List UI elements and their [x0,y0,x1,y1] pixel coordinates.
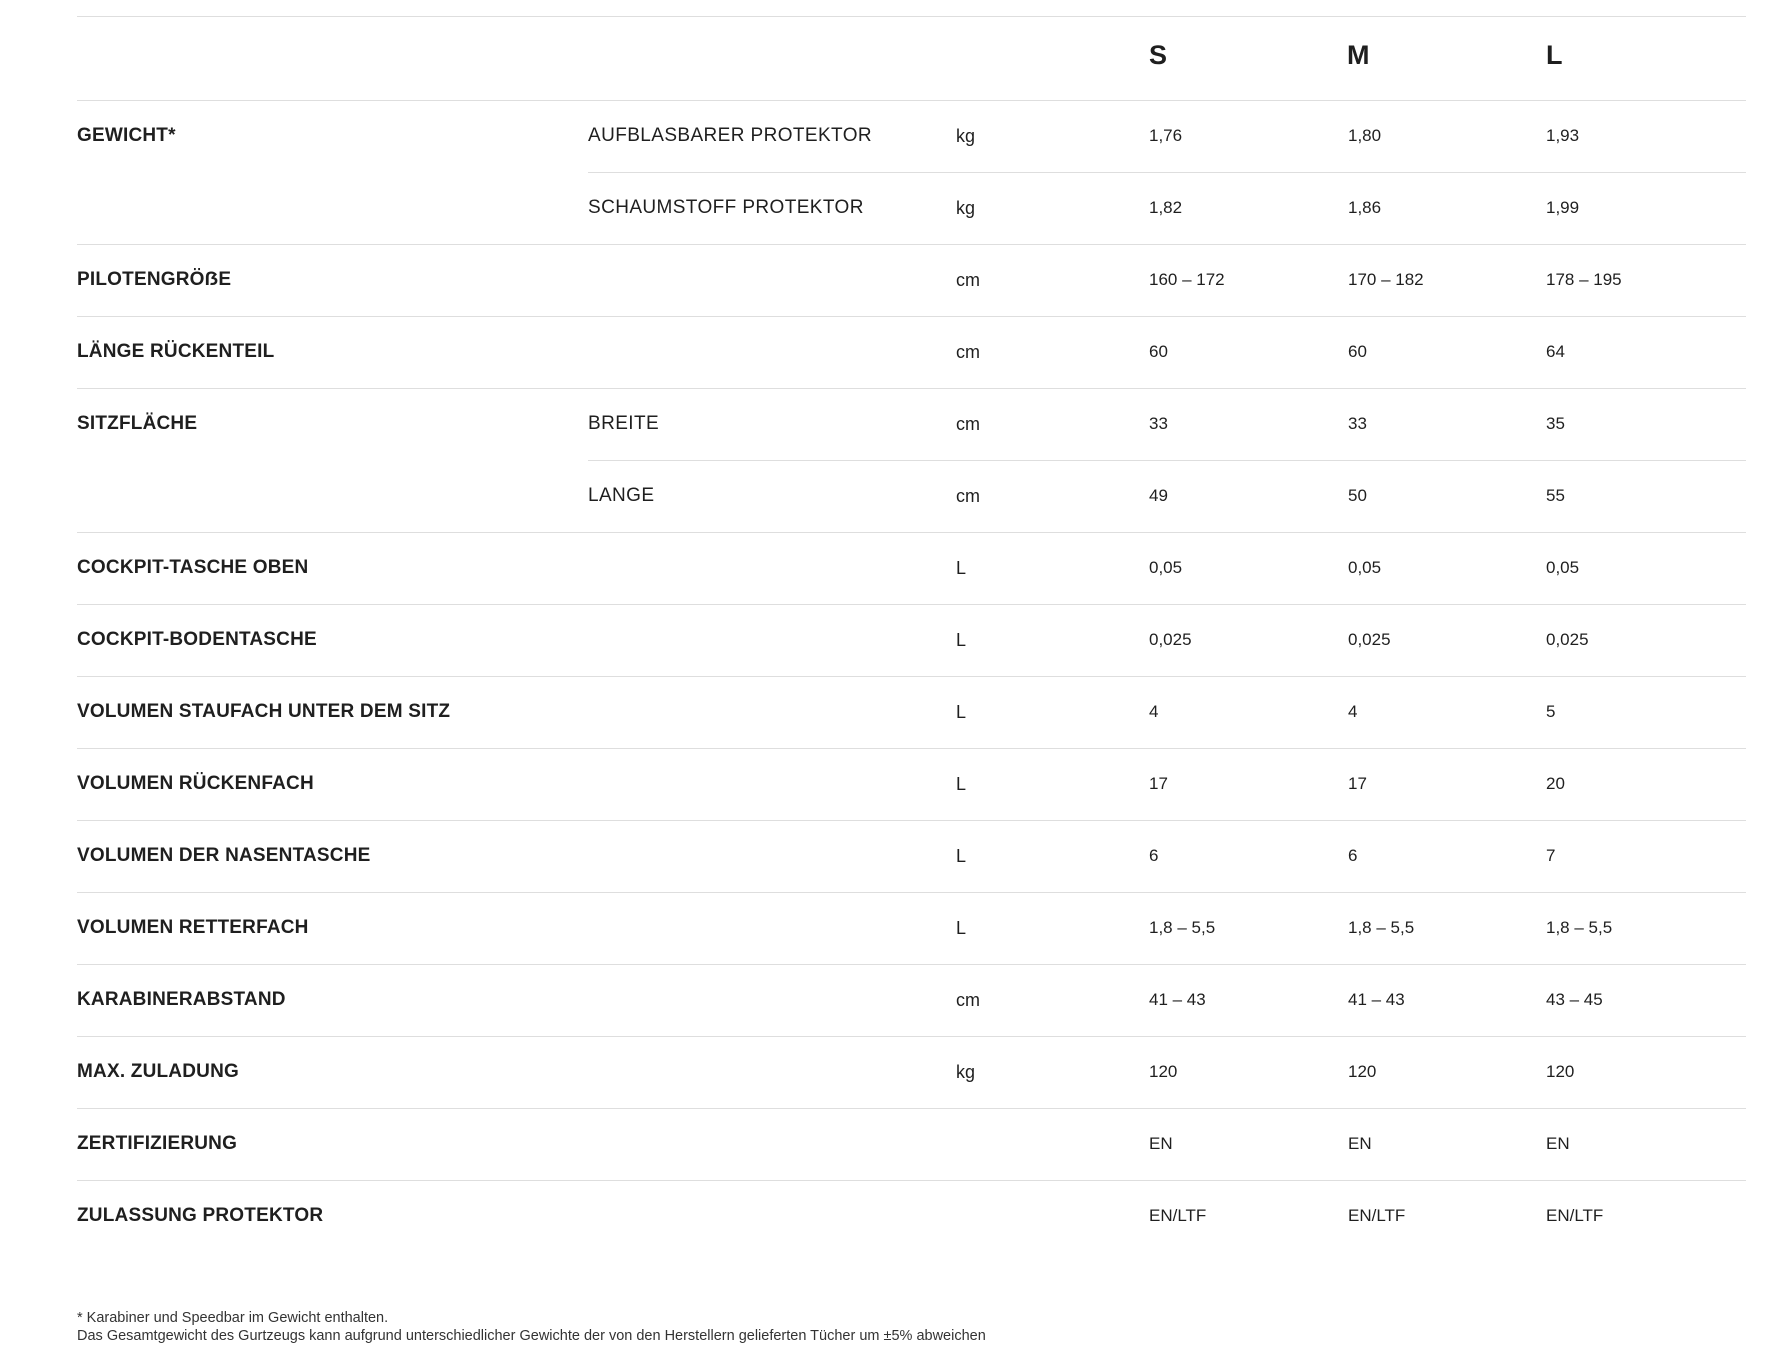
row-label: PILOTENGRÖẞE [77,269,232,290]
value-l: 35 [1546,414,1565,433]
value-m: 60 [1348,342,1367,361]
table-row [77,748,1746,820]
table-row [77,532,1746,604]
row-label: ZULASSUNG PROTEKTOR [77,1205,324,1226]
value-s: EN [1149,1134,1173,1153]
value-m: 4 [1348,702,1358,721]
row-label: COCKPIT-TASCHE OBEN [77,557,309,578]
value-s: 33 [1149,414,1168,433]
table-row [77,388,1746,460]
value-m: 50 [1348,486,1367,505]
row-divider [77,100,1746,101]
value-s: 60 [1149,342,1168,361]
value-m: 6 [1348,846,1358,865]
value-s: 160 – 172 [1149,270,1225,289]
table-row [77,244,1746,316]
table-row [77,316,1746,388]
footnote-line-1: * Karabiner und Speedbar im Gewicht enthalten. [77,1310,389,1326]
row-unit: cm [956,270,980,290]
row-unit: kg [956,198,976,218]
table-row [77,1036,1746,1108]
row-unit: cm [956,990,980,1010]
value-l: 5 [1546,702,1556,721]
row-unit: L [956,702,967,722]
table-row [77,460,1746,532]
row-sublabel: LANGE [588,485,655,506]
table-row [77,100,1746,172]
row-label: SITZFLÄCHE [77,413,198,434]
table-row [77,820,1746,892]
value-s: 41 – 43 [1149,990,1206,1009]
value-s: 120 [1149,1062,1178,1081]
row-label: GEWICHT* [77,125,176,146]
value-l: 0,05 [1546,558,1580,577]
value-m: EN [1348,1134,1372,1153]
value-l: EN [1546,1134,1570,1153]
size-header-l: L [1546,40,1563,70]
row-divider [77,244,1746,245]
table-row [77,964,1746,1036]
value-l: 1,93 [1546,126,1580,145]
row-unit: L [956,918,967,938]
value-s: 1,8 – 5,5 [1149,918,1216,937]
value-m: 1,8 – 5,5 [1348,918,1415,937]
value-l: 7 [1546,846,1556,865]
table-row [77,676,1746,748]
row-label: KARABINERABSTAND [77,989,286,1010]
row-divider [77,316,1746,317]
value-s: 4 [1149,702,1159,721]
row-label: COCKPIT-BODENTASCHE [77,629,317,650]
row-divider [77,748,1746,749]
value-s: 1,76 [1149,126,1183,145]
value-s: 6 [1149,846,1159,865]
row-label: VOLUMEN DER NASENTASCHE [77,845,371,866]
value-m: 1,86 [1348,198,1382,217]
value-m: 1,80 [1348,126,1382,145]
value-m: 170 – 182 [1348,270,1424,289]
value-s: 49 [1149,486,1168,505]
value-m: 0,025 [1348,630,1391,649]
row-label: VOLUMEN STAUFACH UNTER DEM SITZ [77,701,451,722]
row-unit: L [956,558,967,578]
row-unit: kg [956,126,976,146]
table-row [77,1108,1746,1180]
row-unit: kg [956,1062,976,1082]
value-l: 20 [1546,774,1565,793]
row-sublabel: AUFBLASBARER PROTEKTOR [588,125,873,146]
row-unit: cm [956,342,980,362]
value-l: 1,8 – 5,5 [1546,918,1613,937]
row-unit: L [956,774,967,794]
value-m: 0,05 [1348,558,1382,577]
table-header-row [77,16,1746,100]
value-m: 33 [1348,414,1367,433]
row-label: LÄNGE RÜCKENTEIL [77,341,275,362]
row-unit: L [956,630,967,650]
value-l: 178 – 195 [1546,270,1622,289]
row-unit: cm [956,486,980,506]
value-s: 0,05 [1149,558,1183,577]
value-s: EN/LTF [1149,1206,1207,1225]
row-divider [77,1180,1746,1181]
value-m: 17 [1348,774,1367,793]
value-l: 120 [1546,1062,1575,1081]
row-divider [77,1036,1746,1037]
table-row [77,892,1746,964]
value-l: 64 [1546,342,1565,361]
table-row [77,1180,1746,1252]
value-l: EN/LTF [1546,1206,1604,1225]
table-row [77,604,1746,676]
value-s: 1,82 [1149,198,1183,217]
row-divider [77,604,1746,605]
row-sublabel: BREITE [588,413,660,434]
row-divider [77,388,1746,389]
value-l: 43 – 45 [1546,990,1603,1009]
row-divider [77,964,1746,965]
value-s: 0,025 [1149,630,1192,649]
footnote-line-2: Das Gesamtgewicht des Gurtzeugs kann aufgrund unterschiedlicher Gewichte der von den Herstellern gelieferten Tücher um ±5% abweichen [77,1328,986,1344]
footnote [77,1309,986,1345]
size-header-s: S [1149,40,1168,70]
size-header-m: M [1347,40,1370,70]
value-l: 55 [1546,486,1565,505]
row-divider [77,892,1746,893]
value-m: 41 – 43 [1348,990,1405,1009]
table-top-divider [77,16,1746,17]
value-s: 17 [1149,774,1168,793]
row-label: MAX. ZULADUNG [77,1061,239,1082]
row-sublabel: SCHAUMSTOFF PROTEKTOR [588,197,864,218]
value-l: 1,99 [1546,198,1580,217]
row-divider [77,532,1746,533]
table-row [77,172,1746,244]
row-divider [77,1108,1746,1109]
row-label: ZERTIFIZIERUNG [77,1133,238,1154]
value-l: 0,025 [1546,630,1589,649]
row-unit: cm [956,414,980,434]
value-m: 120 [1348,1062,1377,1081]
row-unit: L [956,846,967,866]
size-spec-table [77,16,1746,1252]
row-label: VOLUMEN RÜCKENFACH [77,773,314,794]
row-label: VOLUMEN RETTERFACH [77,917,309,938]
value-m: EN/LTF [1348,1206,1406,1225]
